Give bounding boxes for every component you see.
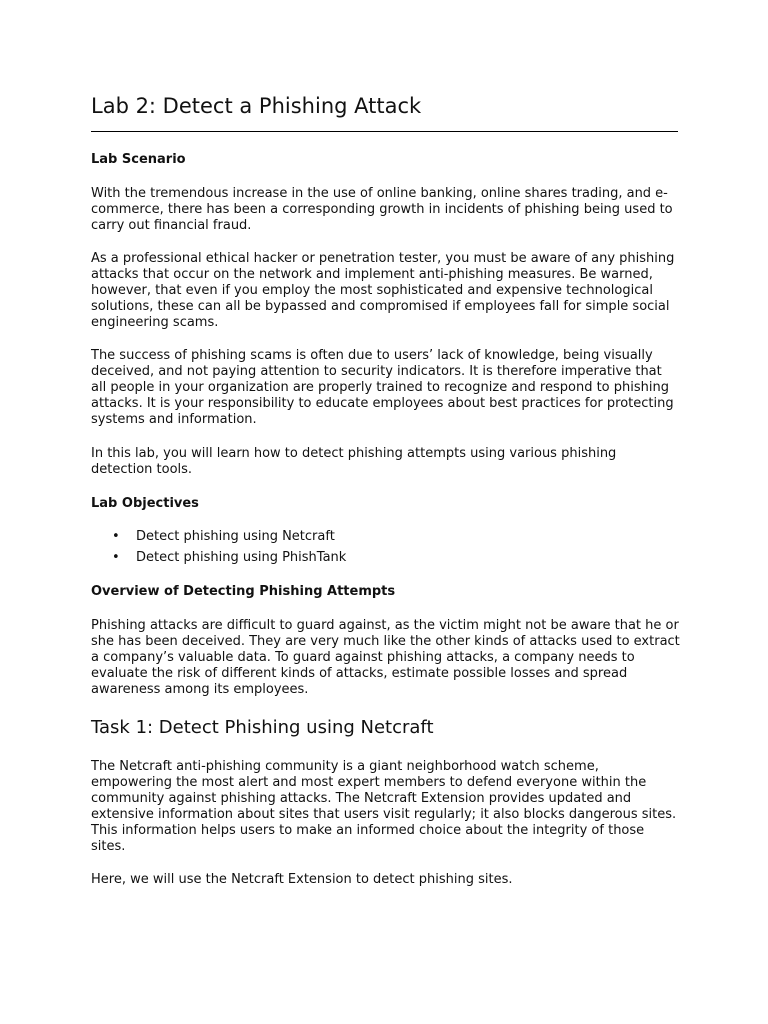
document-title: Lab 2: Detect a Phishing Attack — [91, 94, 422, 118]
lab-objectives-list — [91, 528, 346, 570]
lab-scenario-paragraph-2: As a professional ethical hacker or penetration tester, you must be aware of any phishing attacks that occur on the network and implement anti-phishing measures. Be warned, however, that even if you employ the most sophisticated and expensive technological solutions, these can all be bypassed and compromised if employees fall for simple social engineering scams. — [91, 251, 675, 330]
lab-scenario-paragraph-1: With the tremendous increase in the use of online banking, online shares trading, and e-commerce, there has been a corresponding growth in incidents of phishing being used to carry out financial fraud. — [91, 186, 673, 233]
task-1-paragraph-2: Here, we will use the Netcraft Extension to detect phishing sites. — [91, 872, 513, 887]
overview-paragraph: Phishing attacks are difficult to guard against, as the victim might not be aware that he or she has been deceived. They are very much like the other kinds of attacks used to extract a company’s valuable data. To guard against phishing attacks, a company needs to evaluate the risk of different kinds of attacks, estimate possible losses and spread awareness among its employees. — [91, 618, 680, 697]
task-1-title: Task 1: Detect Phishing using Netcraft — [91, 717, 434, 738]
list-item — [91, 528, 346, 549]
lab-objectives-heading: Lab Objectives — [91, 496, 199, 511]
objective-label: Detect phishing using Netcraft — [136, 529, 335, 544]
lab-scenario-heading: Lab Scenario — [91, 152, 186, 167]
objective-label: Detect phishing using PhishTank — [136, 550, 347, 565]
bullet-icon: • — [112, 550, 120, 565]
list-item — [91, 549, 346, 570]
lab-scenario-paragraph-3: The success of phishing scams is often due to users’ lack of knowledge, being visually deceived, and not paying attention to security indicators. It is therefore imperative that all people in your organization are properly trained to recognize and respond to phishing attacks. It is your responsibility to educate employees about best practices for protecting systems and information. — [91, 348, 674, 427]
lab-scenario-paragraph-4: In this lab, you will learn how to detect phishing attempts using various phishing detection tools. — [91, 446, 617, 477]
title-divider — [91, 131, 678, 132]
bullet-icon: • — [112, 529, 120, 544]
overview-heading: Overview of Detecting Phishing Attempts — [91, 584, 396, 599]
task-1-paragraph-1: The Netcraft anti-phishing community is a giant neighborhood watch scheme, empowering the most alert and most expert members to defend everyone within the community against phishing attacks. The Netcraft Extension provides updated and extensive information about sites that users visit regularly; it also blocks dangerous sites. This information helps users to make an informed choice about the integrity of those sites. — [91, 759, 677, 854]
